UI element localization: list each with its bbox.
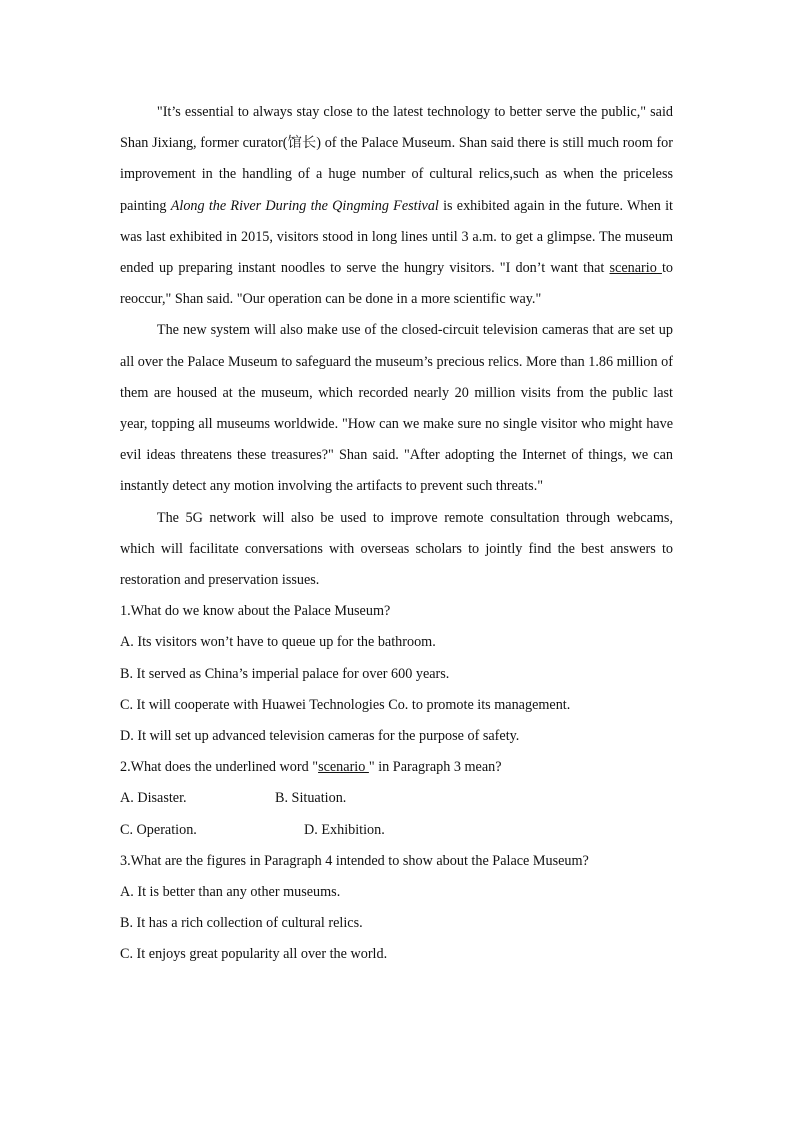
painting-title: Along the River During the Qingming Festival — [170, 197, 439, 214]
question-1-option-a: A. Its visitors won’t have to queue up for the bathroom. — [120, 634, 436, 651]
question-1-option-c: C. It will cooperate with Huawei Technologies Co. to promote its management. — [120, 696, 571, 713]
chinese-annotation: 馆长 — [287, 135, 317, 152]
question-2-option-c: C. Operation. — [120, 821, 197, 838]
p1-text-2: ) of the Palace Museum. Shan said there is still much room for improvement in the handling of a huge number of cultural relics,such as when the priceless painting — [120, 135, 673, 214]
question-2-options-cd — [120, 815, 673, 846]
p1-text-3: is exhibited again in the future. When it was last exhibited in 2015, visitors stood in long lines until 3 a.m. to get a glimpse. The museum ended up preparing instant noodles to serve the hungry visitors. "I don’t want that — [120, 197, 673, 277]
paragraph-3: The 5G network will also be used to improve remote consultation through webcams, which will facilitate conversations with overseas scholars to jointly find the best answers to restoration and preservation issues. — [120, 509, 673, 589]
question-1-option-b: B. It served as China’s imperial palace for over 600 years. — [120, 665, 450, 682]
reading-passage — [120, 97, 673, 971]
paragraph-1 — [120, 97, 673, 315]
question-1-option-d: D. It will set up advanced television cameras for the purpose of safety. — [120, 728, 520, 745]
p1-text-4: to reoccur," Shan said. "Our operation can be done in a more scientific way." — [120, 260, 673, 308]
question-2-options-ab — [120, 783, 673, 814]
question-1-stem: 1.What do we know about the Palace Museum? — [120, 603, 391, 620]
question-3-option-c: C. It enjoys great popularity all over the world. — [120, 946, 388, 963]
q2-stem-post: " in Paragraph 3 mean? — [368, 759, 502, 776]
question-3-option-a: A. It is better than any other museums. — [120, 884, 341, 901]
question-3-option-b: B. It has a rich collection of cultural relics. — [120, 915, 363, 932]
question-3-stem: 3.What are the figures in Paragraph 4 intended to show about the Palace Museum? — [120, 852, 589, 869]
question-2-option-d: D. Exhibition. — [304, 821, 385, 838]
underlined-word: scenario — [609, 260, 662, 277]
q2-underlined-word: scenario — [318, 759, 369, 776]
question-2-option-b: B. Situation. — [275, 790, 347, 807]
q2-stem-pre: 2.What does the underlined word " — [120, 759, 319, 776]
p1-text-1: "It’s essential to always stay close to the latest technology to better serve the public," said Shan Jixiang, former curator( — [120, 104, 673, 152]
question-2-stem — [120, 752, 673, 783]
question-2-option-a: A. Disaster. — [120, 790, 187, 807]
paragraph-2: The new system will also make use of the closed-circuit television cameras that are set up all over the Palace Museum to safeguard the museum’s precious relics. More than 1.86 million of them are housed at the museum, which recorded nearly 20 million visits from the public last year, topping all museums worldwide. "How can we make sure no single visitor who might have evil ideas threatens these treasures?" Shan said. "After adopting the Internet of things, we can instantly detect any motion involving the artifacts to prevent such threats." — [120, 322, 673, 495]
